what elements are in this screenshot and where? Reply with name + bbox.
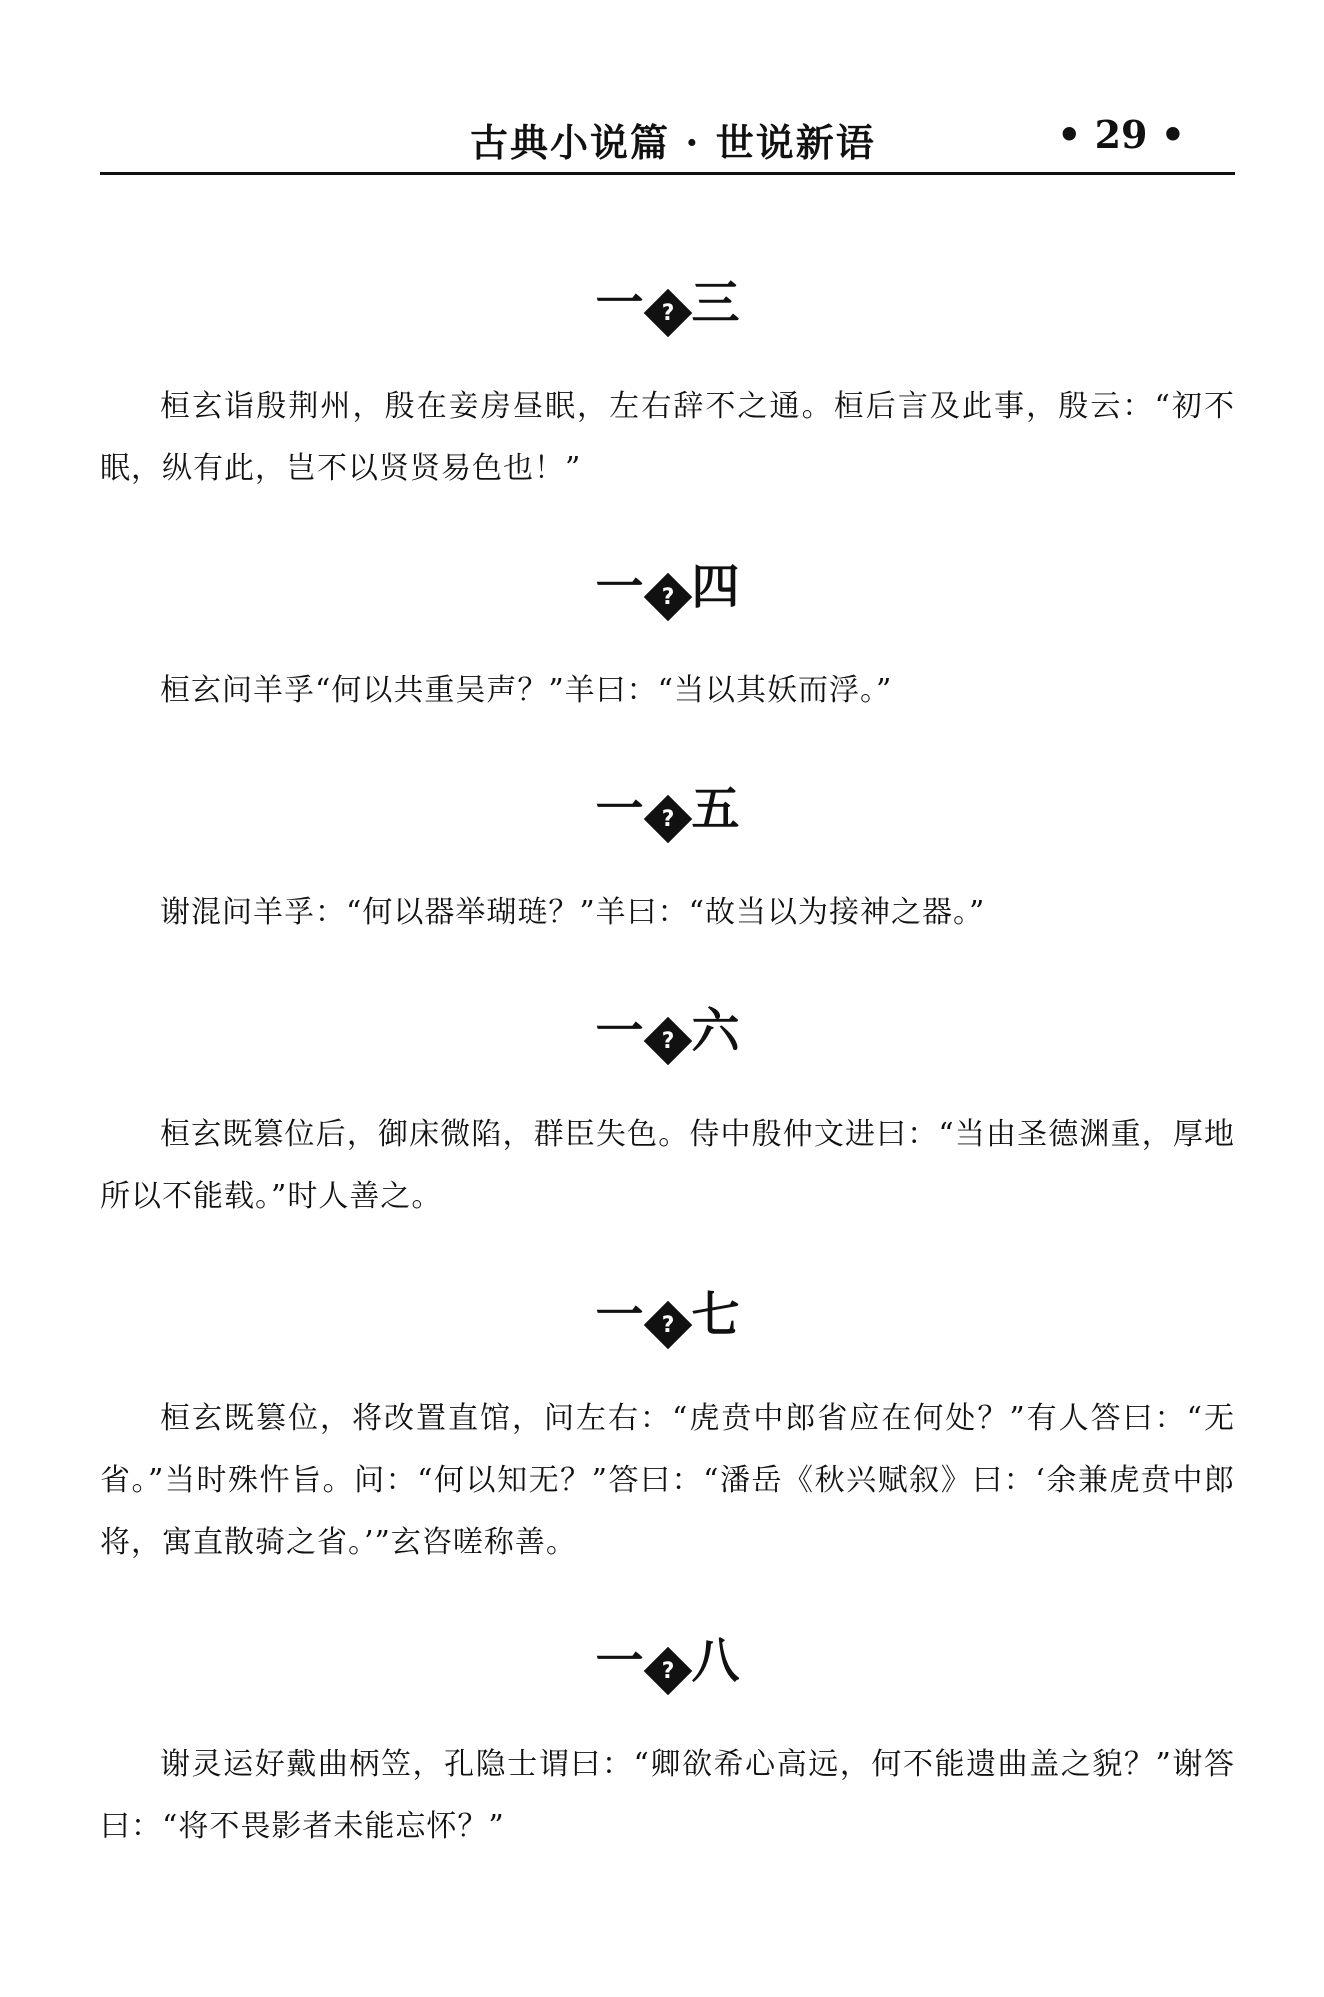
- missing-glyph-icon: ?: [643, 1017, 692, 1066]
- section-heading: [100, 996, 1235, 1066]
- section-paragraph: 谢混问羊孚：“何以器举瑚琏？”羊曰：“故当以为接神之器。”: [160, 895, 986, 930]
- section-heading-suffix: 五: [691, 781, 740, 837]
- section-heading-prefix: 一: [595, 1633, 644, 1689]
- section-paragraph: 桓玄诣殷荆州，殷在妾房昼眠，左右辞不之通。桓后言及此事，殷云：“初不眠，纵有此，岂不以贤贤易色也！”: [100, 389, 1235, 486]
- section-heading-prefix: 一: [595, 1287, 644, 1343]
- missing-glyph-icon: ?: [643, 1647, 692, 1696]
- section-heading-prefix: 一: [595, 275, 644, 331]
- section-heading: [100, 268, 1235, 338]
- missing-glyph-icon: ?: [643, 1301, 692, 1350]
- section-heading: [100, 1280, 1235, 1350]
- section-paragraph: 谢灵运好戴曲柄笠，孔隐士谓曰：“卿欲希心高远，何不能遗曲盖之貌？”谢答曰：“将不畏影者未能忘怀？”: [100, 1747, 1235, 1844]
- main-content: [100, 268, 1235, 1858]
- page-number: • 29 •: [1057, 112, 1185, 157]
- section-heading-suffix: 八: [691, 1633, 740, 1689]
- page-header: [100, 100, 1235, 175]
- section-heading: [100, 774, 1235, 844]
- section-heading-suffix: 三: [691, 275, 740, 331]
- section-paragraph: 桓玄既篡位后，御床微陷，群臣失色。侍中殷仲文进曰：“当由圣德渊重，厚地所以不能载。”时人善之。: [100, 1117, 1235, 1214]
- section-heading: [100, 552, 1235, 622]
- section-heading-suffix: 六: [691, 1003, 740, 1059]
- missing-glyph-icon: ?: [643, 289, 692, 338]
- section-heading-prefix: 一: [595, 781, 644, 837]
- section-heading-prefix: 一: [595, 1003, 644, 1059]
- running-title: 古典小说篇 · 世说新语: [470, 120, 876, 165]
- missing-glyph-icon: ?: [643, 795, 692, 844]
- section-heading-prefix: 一: [595, 559, 644, 615]
- section-heading: [100, 1626, 1235, 1696]
- section-paragraph: 桓玄既篡位，将改置直馆，问左右：“虎贲中郎省应在何处？”有人答曰：“无省。”当时殊忤旨。问：“何以知无？”答曰：“潘岳《秋兴赋叙》曰：‘余兼虎贲中郎将，寓直散骑之省。’”玄咨嗟称善。: [100, 1401, 1235, 1560]
- section-paragraph: 桓玄问羊孚“何以共重吴声？”羊曰：“当以其妖而浮。”: [160, 673, 893, 708]
- section-heading-suffix: 四: [691, 559, 740, 615]
- missing-glyph-icon: ?: [643, 573, 692, 622]
- section-heading-suffix: 七: [691, 1287, 740, 1343]
